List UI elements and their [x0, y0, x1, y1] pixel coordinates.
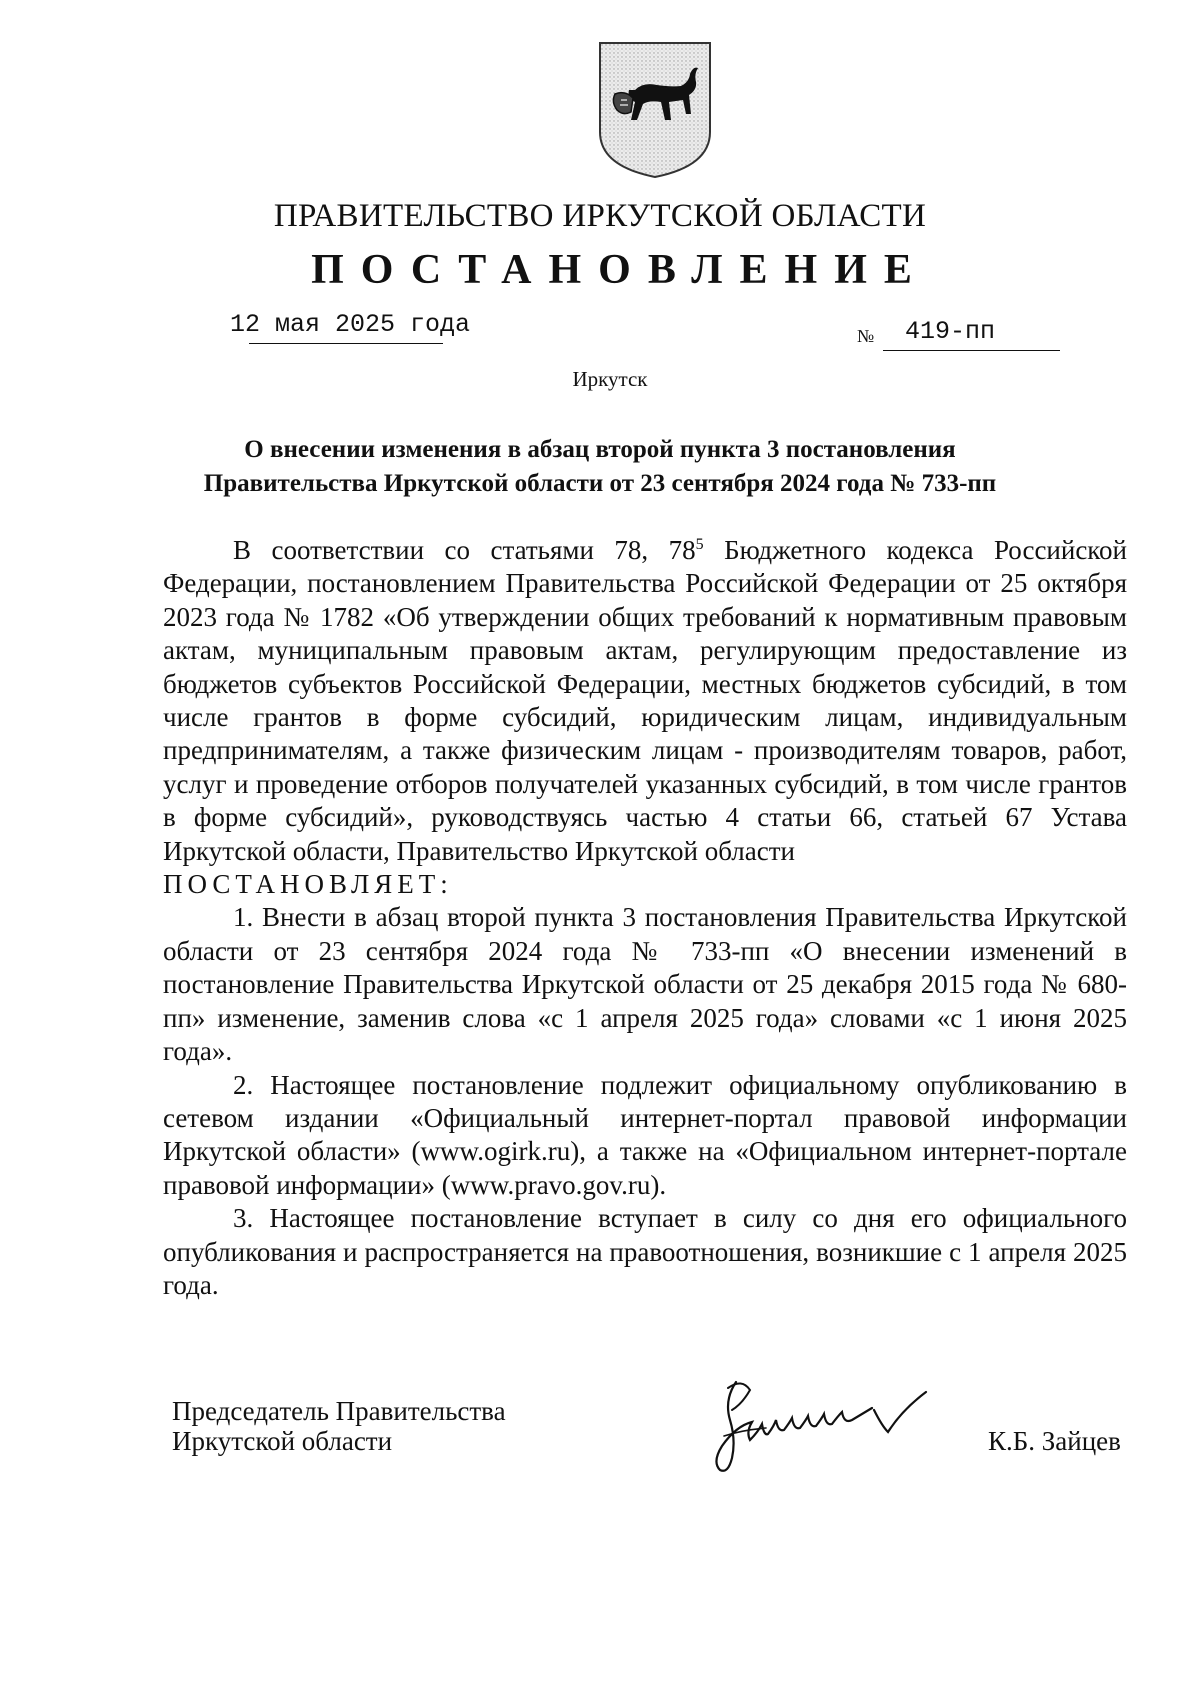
handwritten-signature: [702, 1370, 962, 1480]
document-number: 419-пп: [905, 317, 996, 346]
signer-position-line-2: Иркутской области: [172, 1426, 393, 1456]
item-2-paragraph: 2. Настоящее постановление подлежит официальному опубликованию в сетевом издании «Официальный интернет-портал правовой информации Иркутской области» (www.ogirk.ru), а также на «Официальном интернет-портале правовой информации» (www.pravo.gov.ru).: [163, 1069, 1127, 1200]
signer-name: К.Б. Зайцев: [988, 1426, 1121, 1456]
preamble-text-start: В соответствии со статьями 78, 78: [233, 535, 696, 565]
article-superscript: 5: [695, 536, 704, 553]
number-sign: №: [857, 326, 875, 346]
date-underline: [249, 343, 443, 344]
document-title-line-2: Правительства Иркутской области от 23 сентября 2024 года № 733-пп: [203, 470, 997, 497]
document-date: 12 мая 2025 года: [230, 310, 471, 339]
document-title-line-1: О внесении изменения в абзац второй пункта 3 постановления: [244, 436, 956, 463]
resolves-heading: ПОСТАНОВЛЯЕТ:: [163, 869, 453, 900]
organization-name: ПРАВИТЕЛЬСТВО ИРКУТСКОЙ ОБЛАСТИ: [273, 198, 927, 234]
preamble-text-rest: Бюджетного кодекса Российской Федерации, постановлением Правительства Российской Федерации от 25 октября 2023 года № 1782 «Об утверждении общих требований к нормативным правовым актам, муниципальным правовым актам, регулирующим предоставление из бюджетов субъектов Российской Федерации, местных бюджетов субсидий, в том числе грантов в форме субсидий, юридическим лицам, индивидуальным предпринимателям, а также физическим лицам - производителям товаров, работ, услуг и проведение отборов получателей указанных субсидий, в том числе грантов в форме субсидий», руководствуясь частью 4 статьи 66, статьей 67 Устава Иркутской области, Правительство Иркутской области: [163, 535, 1127, 866]
document-city: Иркутск: [572, 367, 648, 391]
item-1-paragraph: 1. Внести в абзац второй пункта 3 постановления Правительства Иркутской области от 23 сентября 2024 года № 733-пп «О внесении изменений в постановление Правительства Иркутской области от 25 декабря 2015 года № 680-пп» изменение, заменив слова «с 1 апреля 2025 года» словами «с 1 июня 2025 года».: [163, 902, 1127, 1067]
item-3-paragraph: 3. Настоящее постановление вступает в силу со дня его официального опубликования и распространяется на правоотношения, возникшие с 1 апреля 2025 года.: [163, 1203, 1127, 1300]
signer-position: [172, 1396, 506, 1456]
number-underline: [883, 350, 1060, 351]
document-title: [150, 433, 1050, 501]
preamble-paragraph: [163, 528, 1127, 868]
document-body: [163, 528, 1127, 1302]
document-type-heading: ПОСТАНОВЛЕНИЕ: [311, 247, 929, 293]
signer-position-line-1: Председатель Правительства: [172, 1396, 506, 1426]
irkutsk-coat-of-arms-icon: [597, 40, 713, 180]
